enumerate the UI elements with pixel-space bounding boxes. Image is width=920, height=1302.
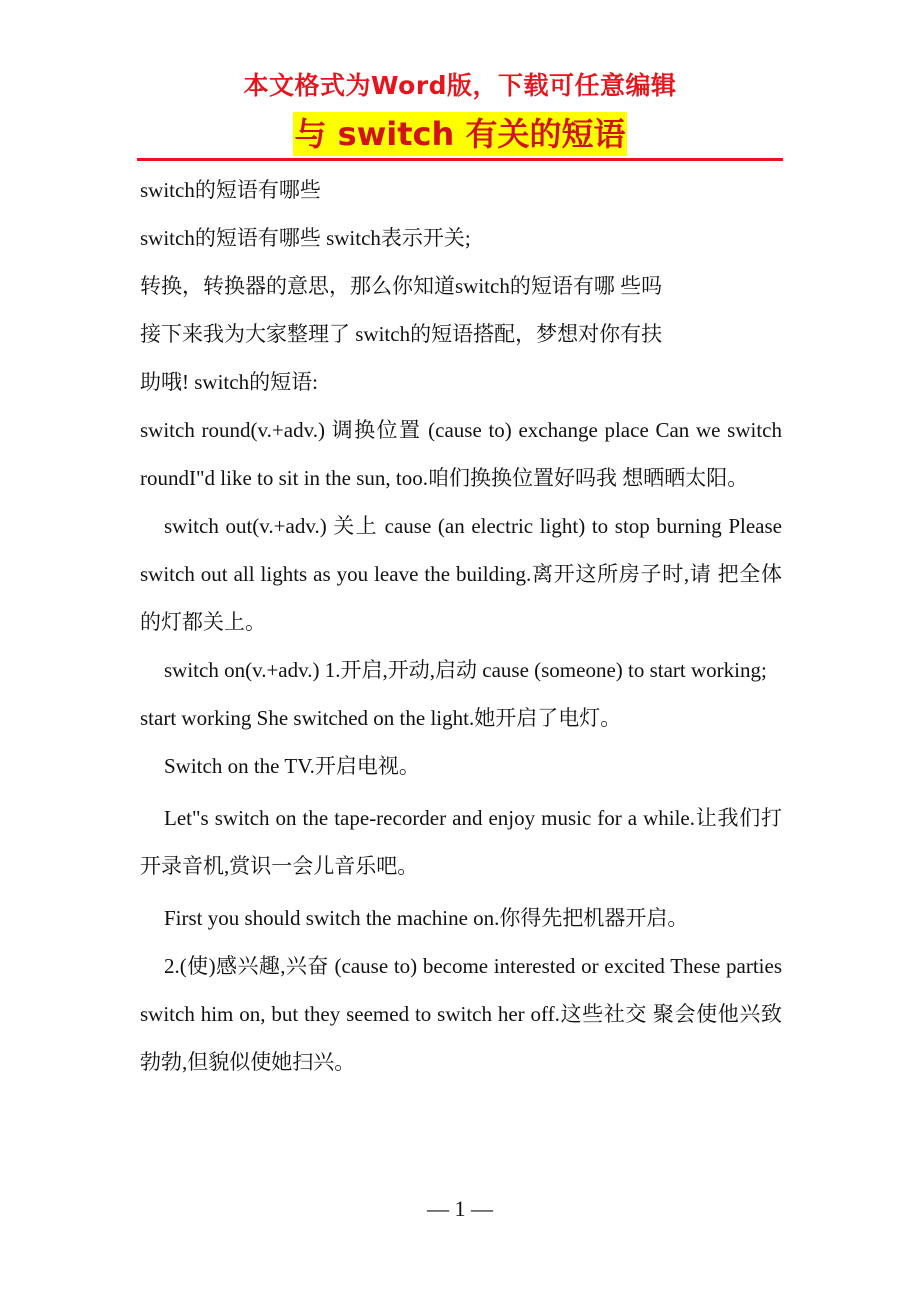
paragraph: switch out(v.+adv.) 关上 cause (an electric light) to stop burning Please switch out all lights as you leave the building.离开这所房子时,请 把全体的灯都关上。 [140, 514, 782, 634]
page-number: — 1 — [427, 1196, 493, 1221]
paragraph: First you should switch the machine on.你得先把机器开启。 [164, 906, 689, 930]
paragraph: switch on(v.+adv.) 1.开启,开动,启动 cause (someone) to start working; [164, 658, 767, 682]
document-title: 与 switch 有关的短语 [293, 112, 628, 156]
title-underline [137, 158, 783, 161]
paragraph: switch round(v.+adv.) 调换位置 (cause to) exchange place Can we switch roundI"d like to sit in the sun, too.咱们换换位置好吗我 想晒晒太阳。 [140, 418, 782, 490]
paragraph: 助哦! switch的短语: [140, 370, 318, 394]
paragraph: Switch on the TV.开启电视。 [164, 754, 420, 778]
document-banner: 本文格式为Word版，下载可任意编辑 [243, 71, 677, 100]
paragraph: 2.(使)感兴趣,兴奋 (cause to) become interested or excited These parties switch him on, but they seemed to switch her off.这些社交 聚会使他兴致勃勃,但貌似使她扫兴。 [140, 954, 782, 1074]
paragraph: switch的短语有哪些 [140, 178, 321, 202]
paragraph: 转换，转换器的意思，那么你知道switch的短语有哪 些吗 [140, 274, 663, 298]
paragraph: Let"s switch on the tape-recorder and enjoy music for a while.让我们打 开录音机,赏识一会儿音乐吧。 [140, 806, 782, 878]
document-body [140, 166, 782, 1086]
paragraph: start working She switched on the light.她开启了电灯。 [140, 706, 622, 730]
title-container [0, 112, 920, 156]
paragraph: switch的短语有哪些 switch表示开关; [140, 226, 471, 250]
paragraph: 接下来我为大家整理了 switch的短语搭配，梦想对你有扶 [140, 322, 663, 346]
